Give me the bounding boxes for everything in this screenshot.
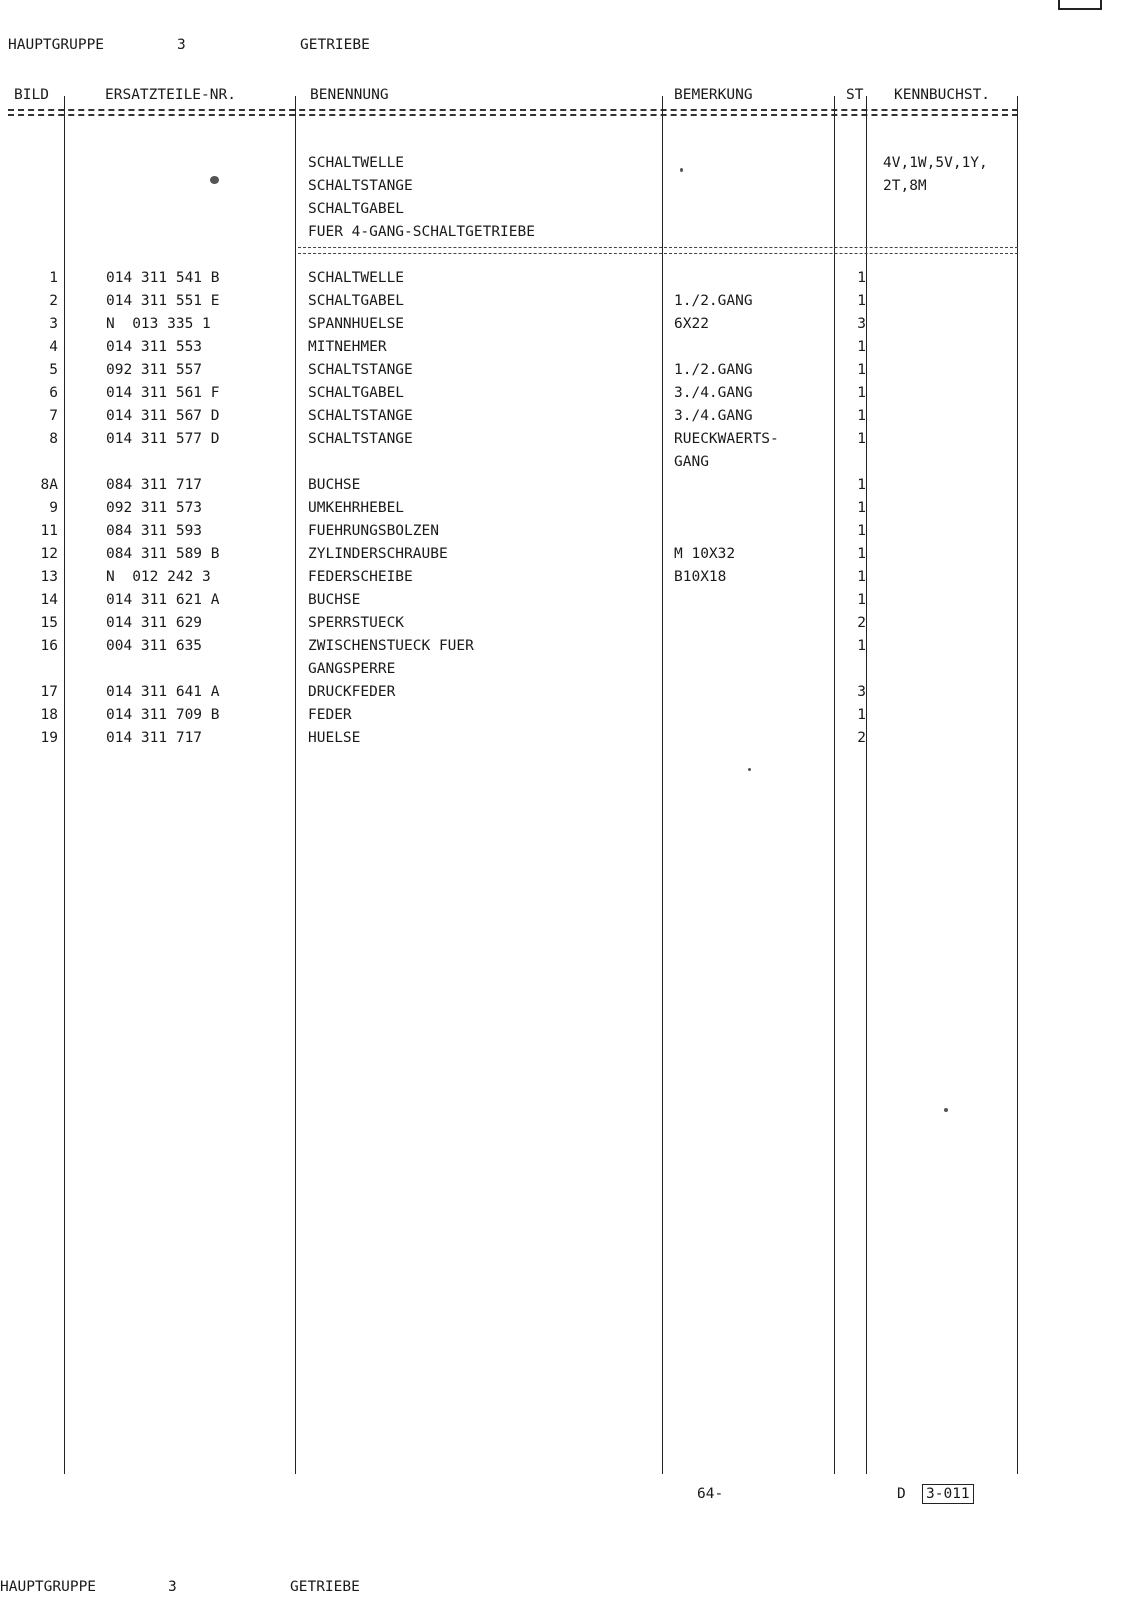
row-part-number: 004 311 635 xyxy=(106,638,203,654)
col-divider-6 xyxy=(1017,96,1018,1474)
row-part-number: 014 311 621 A xyxy=(106,592,220,608)
row-bild: 1 xyxy=(49,270,58,286)
row-name: BUCHSE xyxy=(308,592,361,608)
group-title: GETRIEBE xyxy=(300,37,370,53)
next-group-label: HAUPTGRUPPE xyxy=(0,1579,97,1595)
row-qty: 1 xyxy=(857,385,866,401)
row-name: FEDERSCHEIBE xyxy=(308,569,413,585)
row-name: SCHALTSTANGE xyxy=(308,362,413,378)
row-name: SPERRSTUECK xyxy=(308,615,405,631)
row-part-number: 092 311 573 xyxy=(106,500,203,516)
row-remark: 3./4.GANG xyxy=(674,385,753,401)
row-qty: 1 xyxy=(857,500,866,516)
row-name: SCHALTSTANGE xyxy=(308,431,413,447)
row-remark: RUECKWAERTS- xyxy=(674,431,779,447)
row-remark: 1./2.GANG xyxy=(674,362,753,378)
row-part-number: 014 311 709 B xyxy=(106,707,220,723)
row-qty: 1 xyxy=(857,638,866,654)
scan-speck xyxy=(748,768,751,771)
row-part-number: N 013 335 1 xyxy=(106,316,211,332)
col-header-remark: BEMERKUNG xyxy=(674,87,753,103)
row-bild: 11 xyxy=(40,523,58,539)
next-group-number: 3 xyxy=(168,1579,177,1595)
row-name: FUEHRUNGSBOLZEN xyxy=(308,523,439,539)
row-qty: 1 xyxy=(857,362,866,378)
col-divider-4 xyxy=(834,96,835,1474)
row-bild: 2 xyxy=(49,293,58,309)
row-bild: 17 xyxy=(40,684,58,700)
row-qty: 1 xyxy=(857,569,866,585)
row-bild: 16 xyxy=(40,638,58,654)
row-qty: 1 xyxy=(857,339,866,355)
intro-line: SCHALTWELLE xyxy=(308,155,405,171)
row-name: FEDER xyxy=(308,707,352,723)
row-qty: 1 xyxy=(857,431,866,447)
row-name: MITNEHMER xyxy=(308,339,387,355)
row-qty: 1 xyxy=(857,477,866,493)
row-part-number: 014 311 561 F xyxy=(106,385,220,401)
row-remark: 3./4.GANG xyxy=(674,408,753,424)
intro-line: SCHALTSTANGE xyxy=(308,178,413,194)
row-name: ZWISCHENSTUECK FUER xyxy=(308,638,474,654)
row-qty: 3 xyxy=(857,684,866,700)
col-divider-2 xyxy=(295,96,296,1474)
row-bild: 5 xyxy=(49,362,58,378)
row-bild: 19 xyxy=(40,730,58,746)
col-divider-3 xyxy=(662,96,663,1474)
row-name: ZYLINDERSCHRAUBE xyxy=(308,546,448,562)
scan-speck xyxy=(210,176,219,184)
row-name: HUELSE xyxy=(308,730,361,746)
row-remark: 1./2.GANG xyxy=(674,293,753,309)
row-name: SPANNHUELSE xyxy=(308,316,405,332)
row-part-number: 014 311 541 B xyxy=(106,270,220,286)
group-label: HAUPTGRUPPE xyxy=(8,37,105,53)
row-bild: 13 xyxy=(40,569,58,585)
next-group-title: GETRIEBE xyxy=(290,1579,360,1595)
intro-separator-top xyxy=(298,247,1018,248)
row-part-number: 084 311 717 xyxy=(106,477,203,493)
row-part-number: 084 311 593 xyxy=(106,523,203,539)
row-bild: 7 xyxy=(49,408,58,424)
row-qty: 1 xyxy=(857,270,866,286)
row-part-number: 084 311 589 B xyxy=(106,546,220,562)
col-header-name: BENENNUNG xyxy=(310,87,389,103)
page-number: 64- xyxy=(697,1486,724,1502)
row-part-number: 014 311 551 E xyxy=(106,293,220,309)
row-remark-continued: GANG xyxy=(674,454,709,470)
row-bild: 8A xyxy=(40,477,58,493)
row-part-number: 014 311 567 D xyxy=(106,408,220,424)
col-header-codes: KENNBUCHST. xyxy=(894,87,991,103)
intro-codes: 4V,1W,5V,1Y, xyxy=(883,155,988,171)
row-qty: 1 xyxy=(857,523,866,539)
row-name-continued: GANGSPERRE xyxy=(308,661,396,677)
col-header-part-no: ERSATZTEILE-NR. xyxy=(105,87,236,103)
page-reference: 3-011 xyxy=(922,1484,974,1504)
row-part-number: 014 311 641 A xyxy=(106,684,220,700)
row-name: DRUCKFEDER xyxy=(308,684,396,700)
row-name: SCHALTSTANGE xyxy=(308,408,413,424)
row-remark: B10X18 xyxy=(674,569,727,585)
top-corner-box xyxy=(1058,0,1102,10)
row-bild: 14 xyxy=(40,592,58,608)
row-qty: 1 xyxy=(857,546,866,562)
language-code: D xyxy=(897,1486,906,1502)
row-bild: 9 xyxy=(49,500,58,516)
intro-line: FUER 4-GANG-SCHALTGETRIEBE xyxy=(308,224,535,240)
row-bild: 6 xyxy=(49,385,58,401)
row-part-number: 014 311 577 D xyxy=(106,431,220,447)
row-part-number: 014 311 629 xyxy=(106,615,203,631)
row-bild: 3 xyxy=(49,316,58,332)
row-part-number: N 012 242 3 xyxy=(106,569,211,585)
row-bild: 15 xyxy=(40,615,58,631)
intro-codes: 2T,8M xyxy=(883,178,927,194)
scan-speck xyxy=(944,1108,948,1112)
row-name: BUCHSE xyxy=(308,477,361,493)
row-bild: 12 xyxy=(40,546,58,562)
col-header-bild: BILD xyxy=(14,87,49,103)
row-bild: 4 xyxy=(49,339,58,355)
intro-line: SCHALTGABEL xyxy=(308,201,405,217)
row-qty: 1 xyxy=(857,293,866,309)
col-divider-5 xyxy=(866,96,867,1474)
row-qty: 1 xyxy=(857,707,866,723)
col-header-qty: ST xyxy=(846,87,864,103)
group-number: 3 xyxy=(177,37,186,53)
row-qty: 2 xyxy=(857,615,866,631)
row-name: SCHALTGABEL xyxy=(308,293,405,309)
row-bild: 18 xyxy=(40,707,58,723)
row-remark: 6X22 xyxy=(674,316,709,332)
row-remark: M 10X32 xyxy=(674,546,736,562)
row-qty: 1 xyxy=(857,408,866,424)
scan-speck xyxy=(680,168,683,172)
row-bild: 8 xyxy=(49,431,58,447)
row-name: UMKEHRHEBEL xyxy=(308,500,405,516)
row-name: SCHALTGABEL xyxy=(308,385,405,401)
intro-separator-bottom xyxy=(298,253,1018,254)
row-qty: 1 xyxy=(857,592,866,608)
row-part-number: 014 311 553 xyxy=(106,339,203,355)
row-part-number: 014 311 717 xyxy=(106,730,203,746)
row-name: SCHALTWELLE xyxy=(308,270,405,286)
col-divider-1 xyxy=(64,96,65,1474)
row-qty: 2 xyxy=(857,730,866,746)
row-qty: 3 xyxy=(857,316,866,332)
row-part-number: 092 311 557 xyxy=(106,362,203,378)
